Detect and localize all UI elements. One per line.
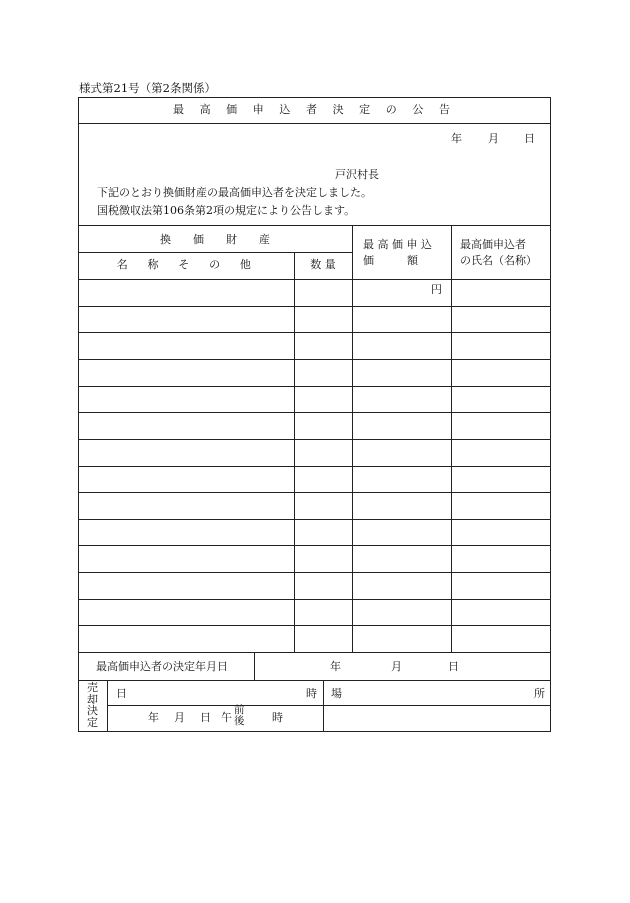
table-row-line — [78, 545, 551, 546]
table-row-line — [78, 306, 551, 307]
sale-place-label: 場 — [331, 687, 342, 700]
yen-unit: 円 — [431, 283, 442, 296]
date-year-label: 年 — [451, 132, 462, 145]
table-row-line — [78, 492, 551, 493]
sale-day-label: 日 — [116, 687, 127, 700]
sale-time-label: 時 — [306, 687, 317, 700]
header-price-line2: 価 額 — [363, 254, 418, 267]
header-bidder-line2: の氏名（名称） — [460, 254, 537, 267]
decision-month: 月 — [391, 660, 402, 673]
sale-place-divider — [323, 680, 324, 732]
decision-date-label: 最高価申込者の決定年月日 — [96, 660, 228, 673]
sale-day: 日 — [200, 711, 211, 724]
sale-side-label: 売 却 決 定 — [87, 681, 98, 729]
table-row-line — [78, 332, 551, 333]
body-line-1: 下記のとおり換価財産の最高価申込者を決定しました。 — [97, 186, 372, 199]
decision-divider — [254, 652, 255, 680]
sale-year: 年 — [148, 711, 159, 724]
table-row-line — [78, 466, 551, 467]
form-number-label: 様式第21号（第2条関係） — [79, 81, 216, 95]
issuer-name: 戸沢村長 — [335, 168, 379, 181]
decision-bottom-line — [78, 680, 551, 681]
table-row-line — [78, 519, 551, 520]
header-price-line1: 最 高 価 申 込 — [363, 238, 432, 251]
header-sub-divider — [78, 252, 352, 253]
date-month-label: 月 — [488, 132, 499, 145]
header-divider — [78, 225, 551, 226]
sale-ampm: 前 後 — [234, 704, 245, 727]
title-divider — [78, 123, 551, 124]
sale-side-divider — [107, 680, 108, 732]
sale-month: 月 — [174, 711, 185, 724]
header-name: 名 称 そ の 他 — [116, 258, 256, 271]
col-divider-quantity — [294, 252, 295, 652]
header-bidder-line1: 最高価申込者 — [460, 238, 526, 251]
date-day-label: 日 — [524, 132, 535, 145]
sale-place-suffix: 所 — [534, 687, 545, 700]
header-quantity: 数 量 — [310, 258, 336, 271]
sale-noon-label: 午 — [221, 711, 232, 724]
sale-hour: 時 — [272, 711, 283, 724]
table-row-line — [78, 386, 551, 387]
sale-mid-line — [107, 705, 551, 706]
table-row-line — [78, 359, 551, 360]
notice-form — [78, 97, 551, 732]
notice-title: 最 高 価 申 込 者 決 定 の 公 告 — [172, 103, 456, 116]
decision-year: 年 — [330, 660, 341, 673]
header-property: 換 価 財 産 — [160, 233, 270, 246]
table-row-line — [78, 625, 551, 626]
table-row-line — [78, 412, 551, 413]
table-row-line — [78, 572, 551, 573]
table-row-line — [78, 652, 551, 653]
table-row-line — [78, 439, 551, 440]
table-row-line — [78, 279, 551, 280]
decision-day: 日 — [448, 660, 459, 673]
table-row-line — [78, 599, 551, 600]
body-line-2: 国税徴収法第106条第2項の規定により公告します。 — [97, 204, 356, 217]
